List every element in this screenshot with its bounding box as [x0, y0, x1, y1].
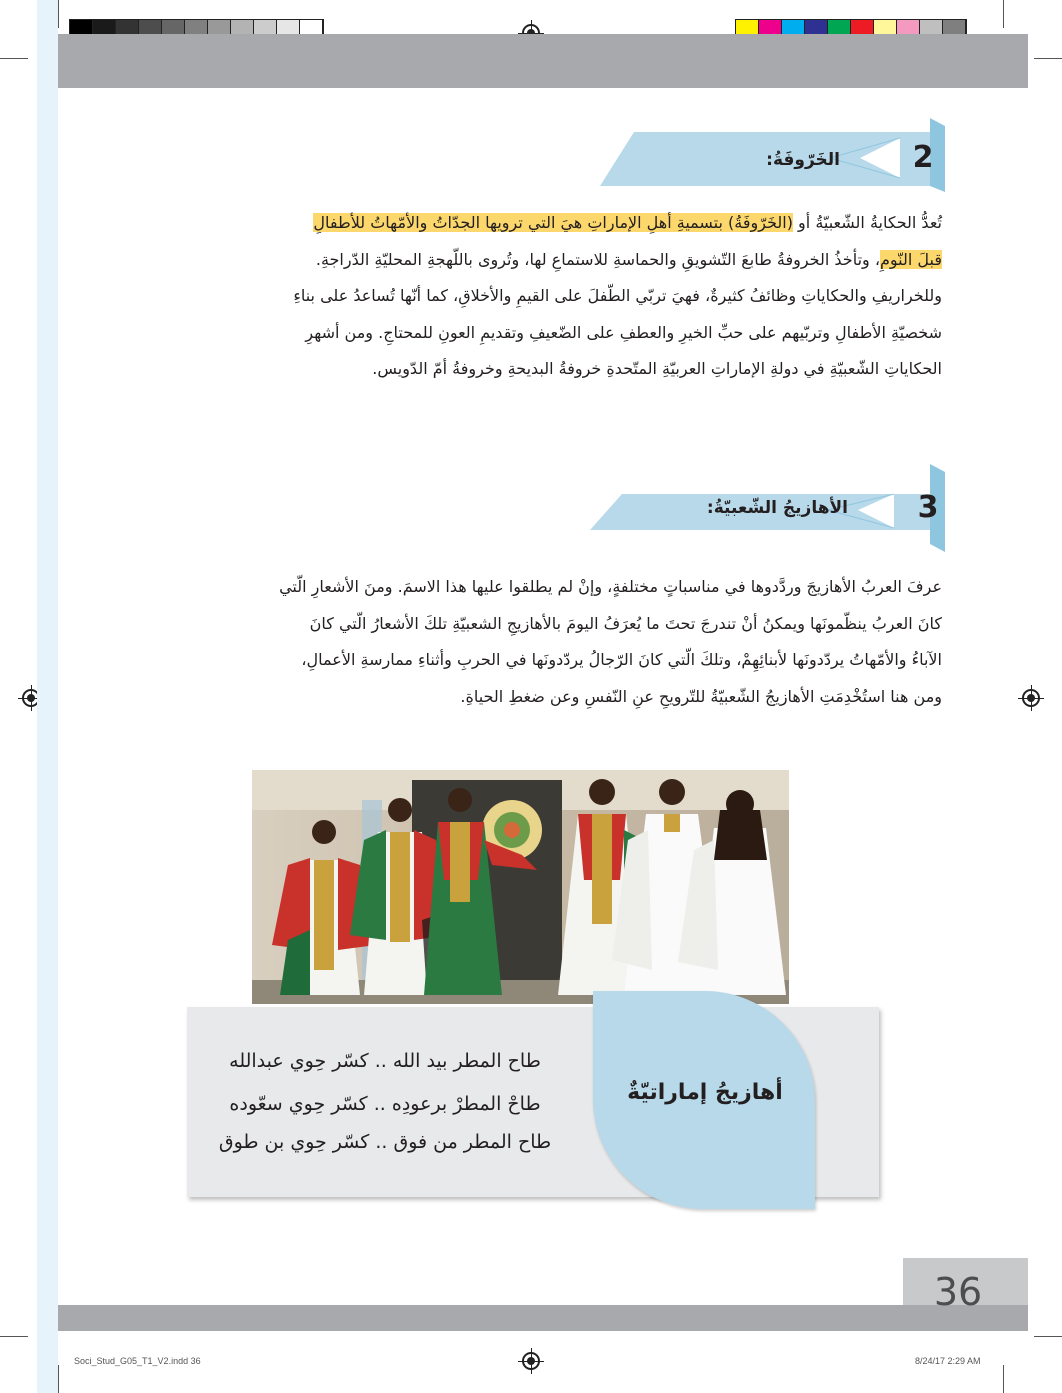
- paragraph-line: وللخراريفِ والحكاياتِ وظائفُ كثيرةٌ، فهيَ تربّي الطّفلَ على القيمِ والأخلاقِ، كما أنّها تُساعدُ على بناءِ: [293, 286, 942, 305]
- crop-mark: [1034, 1336, 1062, 1337]
- section-2-paragraph: [182, 205, 942, 388]
- paragraph-line: تُعدُّ الحكايةُ الشّعبيّةُ أو (الخَرّوفَةُ) بتسميةِ أهلِ الإماراتِ هيَ التي ترويها الجدّاتُ والأمّهاتُ للأطفالِ: [313, 213, 942, 232]
- crop-mark: [1003, 1365, 1004, 1393]
- highlighted-text: (الخَرّوفَةُ) بتسميةِ أهلِ الإماراتِ هيَ التي ترويها الجدّاتُ والأمّهاتُ للأطفالِ: [313, 213, 793, 232]
- page-number: 36: [933, 1270, 983, 1314]
- paragraph-line: شخصيّةِ الأطفالِ وتربّيهم على حبِّ الخيرِ والعطفِ على الضّعيفِ وتقديمِ العونِ للمحتاجِ. ومن أشهرِ: [305, 322, 942, 342]
- paragraph-line: عرفَ العربُ الأهازيجَ وردَّدوها في مناسباتٍ مختلفةٍ، وإنْ لم يطلقوا عليها هذا الاسمَ. ومنَ الأشعارِ الّتي: [279, 577, 942, 596]
- paragraph-line: ومن هنا استُخْدِمَتِ الأهازيجُ الشّعبيّةُ للتّرويحِ عنِ النّفسِ وعن ضغطِ الحياةِ.: [460, 686, 942, 706]
- section-3-number: 3: [917, 490, 939, 525]
- section-2-number: 2: [912, 140, 934, 175]
- traditional-dress-photo: [252, 770, 789, 1004]
- poem-line: طاح المطر من فوق .. كسّر حِوي بن طوق: [218, 1131, 552, 1153]
- paragraph-line: كانَ العربُ ينظّمونَها ويمكنُ أنْ تندرجَ تحتَ ما يُعرَفُ اليومَ بالأهازيجِ الشعبيّةِ تلكَ الأشعارُ الّتي كانَ: [309, 613, 942, 633]
- crop-mark: [0, 58, 28, 59]
- paragraph-line: الآباءُ والأمّهاتُ يردّدونَها لأبنائِهِمْ، وتلكَ الّتي كانَ الرّجالُ يردّدونَها في الحربِ وأثناءِ ممارسةِ الأعمالِ،: [301, 650, 942, 669]
- crop-mark: [58, 1365, 59, 1393]
- crop-mark: [1034, 58, 1062, 59]
- top-band: [58, 34, 1028, 88]
- registration-mark-icon: [1022, 689, 1040, 707]
- paragraph-line: الحكاياتِ الشّعبيّةِ في دولةِ الإماراتِ العربيّةِ المتّحدةِ خروفةُ البديحةِ وخروفةُ أمّ الدّويس.: [372, 359, 942, 378]
- section-3-title: الأهازيجُ الشّعبيّةُ:: [706, 498, 848, 518]
- box-title: أهازيجُ إماراتيّةٌ: [627, 1080, 783, 1105]
- registration-mark-icon: [522, 1352, 540, 1370]
- poem-line: طاحْ المطرْ برعودِه .. كسّر حِوي سعّوده: [229, 1093, 541, 1115]
- poem-line: طاح المطر بيد الله .. كسّر حِوي عبدالله: [229, 1050, 541, 1072]
- crop-mark: [58, 0, 59, 28]
- section-3-paragraph: [182, 569, 942, 715]
- slug-file: Soci_Stud_G05_T1_V2.indd 36: [74, 1356, 201, 1366]
- paragraph-line: قبلَ النّومِ، وتأخذُ الخروفةُ طابعَ التّشويقِ والحماسةِ للاستماعِ لها، وتُروى باللّهجةِ المحليّةِ الدّراجةِ.: [315, 249, 942, 269]
- crop-mark: [1003, 0, 1004, 28]
- bottom-band: [58, 1305, 1028, 1331]
- slug-date: 8/24/17 2:29 AM: [915, 1356, 981, 1366]
- section-2-title: الخَرّوفَةُ:: [766, 150, 840, 170]
- crop-mark: [0, 1336, 28, 1337]
- side-strip: [37, 0, 58, 1393]
- highlighted-text: قبلَ النّومِ: [880, 249, 942, 269]
